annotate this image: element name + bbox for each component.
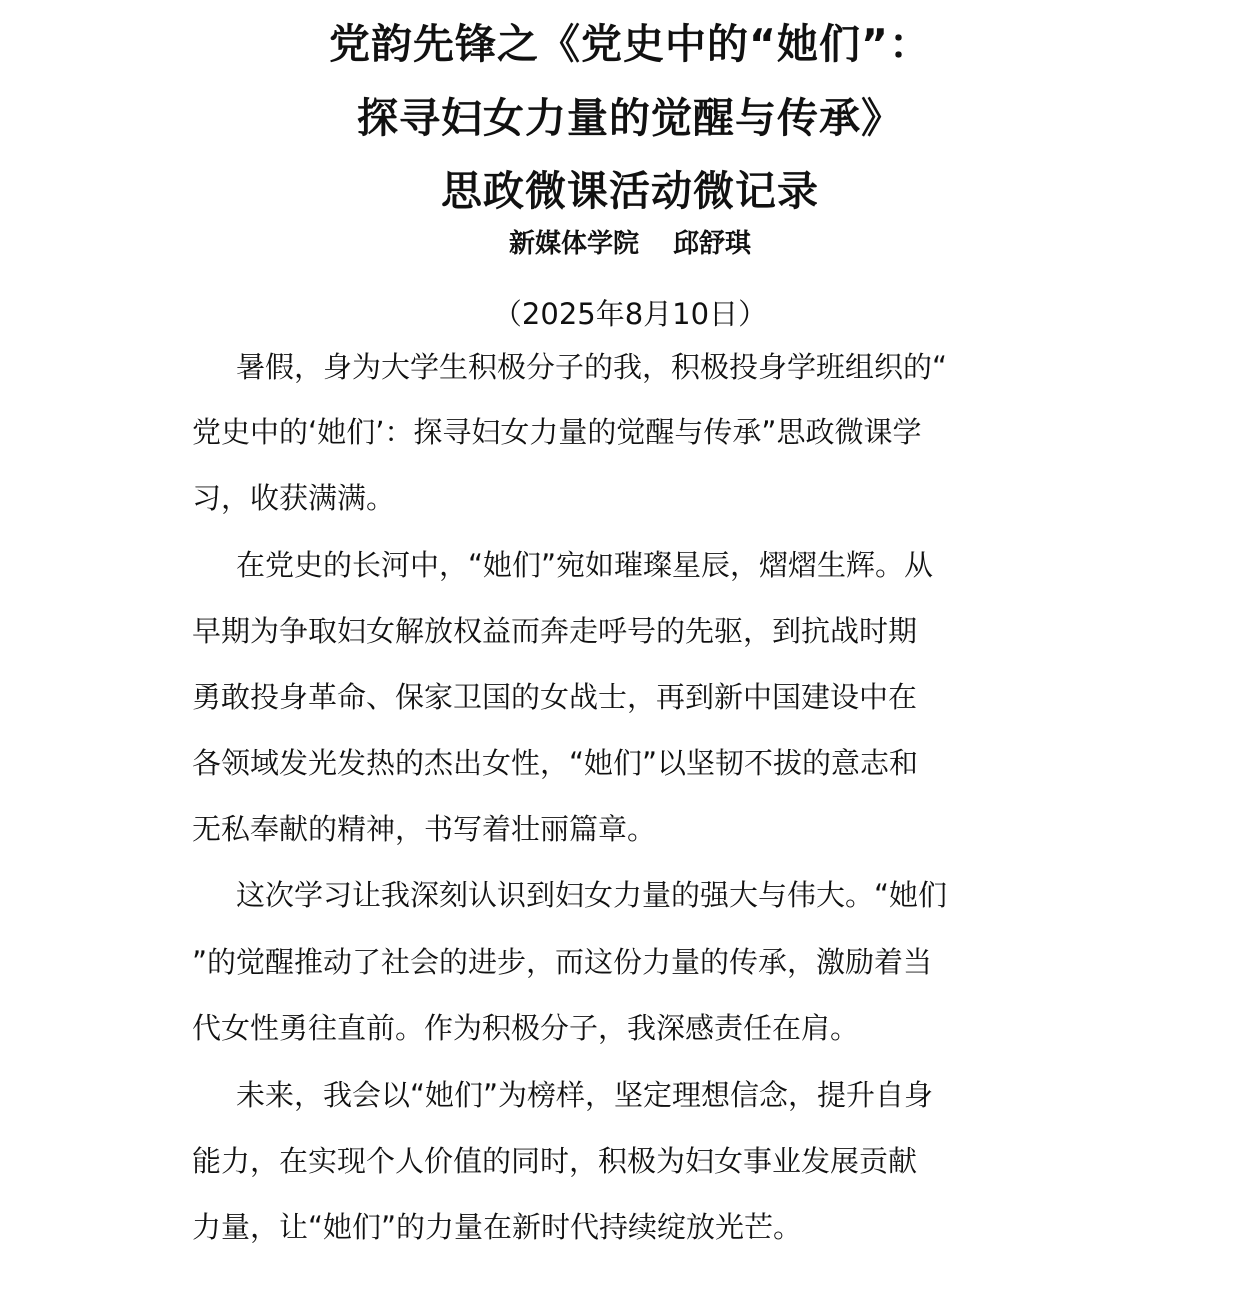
paragraph-1-line-1: 暑假，身为大学生积极分子的我，积极投身学班组织的“: [236, 350, 948, 384]
byline: [0, 224, 1260, 264]
paragraph-1-line-2: 党史中的‘她们’：探寻妇女力量的觉醒与传承”思政微课学: [192, 415, 922, 449]
paragraph-2-line-4: 各领域发光发热的杰出女性，“她们”以坚韧不拔的意志和: [192, 746, 919, 780]
paragraph-1-line-3: 习，收获满满。: [192, 481, 396, 515]
paragraph-2-line-1: 在党史的长河中，“她们”宛如璀璨星辰，熠熠生辉。从: [236, 548, 934, 582]
title-line-2: 探寻妇女力量的觉醒与传承》: [357, 94, 903, 142]
paragraph-3-line-2: ”的觉醒推动了社会的进步，而这份力量的传承，激励着当: [192, 945, 933, 979]
paragraph-4-line-3: 力量，让“她们”的力量在新时代持续绽放光芒。: [192, 1210, 803, 1244]
byline-college: 新媒体学院: [508, 229, 639, 259]
date-line: （2025年8月10日）: [492, 297, 768, 331]
title-line-3: 思政微课活动微记录: [441, 167, 819, 215]
paragraph-2-line-5: 无私奉献的精神，书写着壮丽篇章。: [192, 812, 657, 846]
title-line-1: 党韵先锋之《党史中的“她们”：: [329, 20, 931, 68]
paragraph-4-line-2: 能力，在实现个人价值的同时，积极为妇女事业发展贡献: [192, 1144, 918, 1178]
paragraph-3-line-3: 代女性勇往直前。作为积极分子，我深感责任在肩。: [192, 1011, 860, 1045]
byline-author: 邱舒琪: [673, 229, 752, 259]
paragraph-2-line-2: 早期为争取妇女解放权益而奔走呼号的先驱，到抗战时期: [192, 614, 918, 648]
paragraph-3-line-1: 这次学习让我深刻认识到妇女力量的强大与伟大。“她们: [236, 878, 948, 912]
paragraph-2-line-3: 勇敢投身革命、保家卫国的女战士，再到新中国建设中在: [192, 680, 918, 714]
paragraph-4-line-1: 未来，我会以“她们”为榜样，坚定理想信念，提升自身: [236, 1078, 934, 1112]
